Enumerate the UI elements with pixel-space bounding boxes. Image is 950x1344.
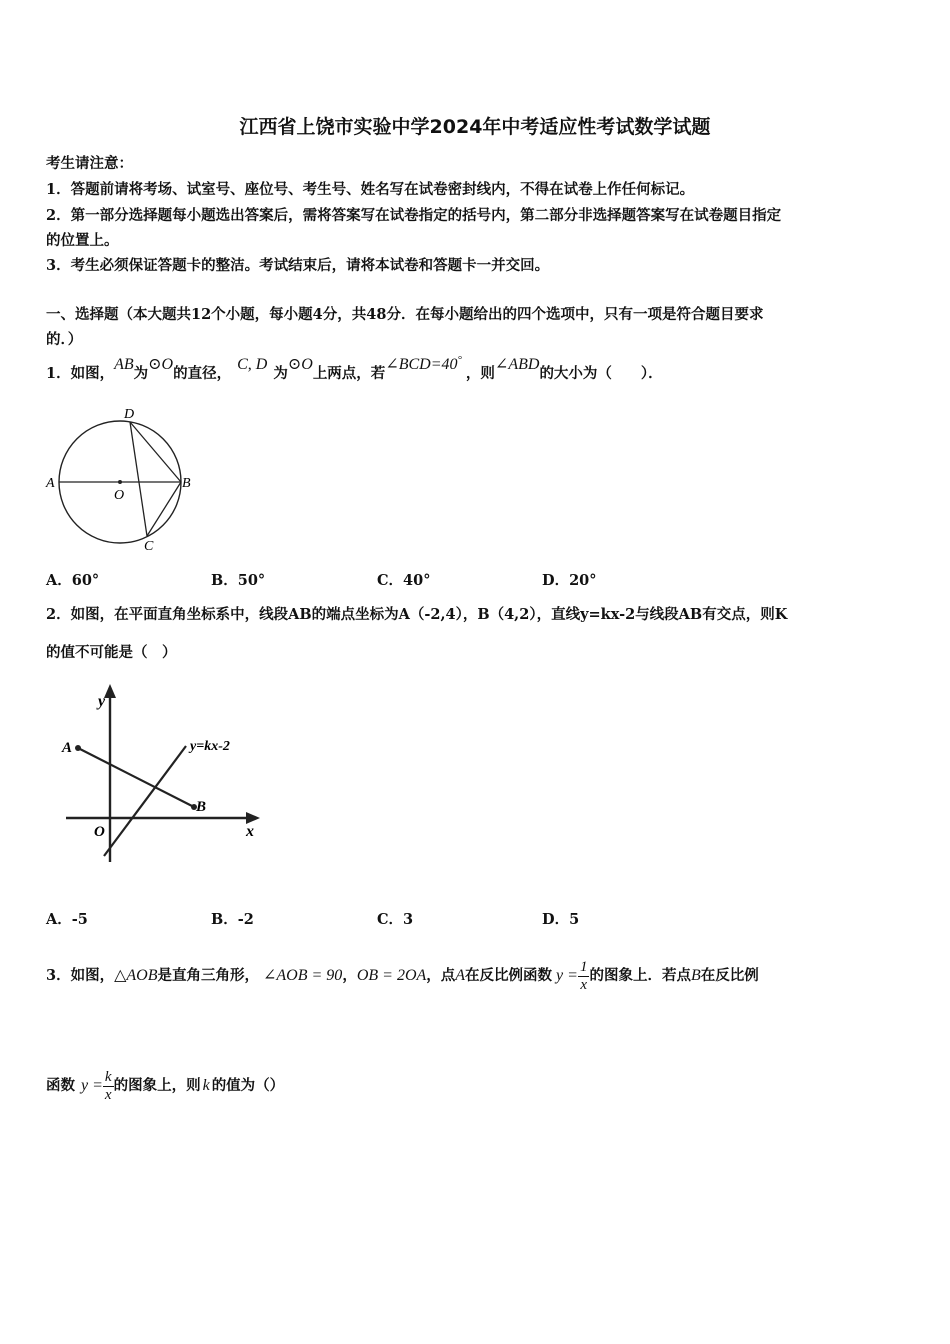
q3-fraction-1 xyxy=(578,959,590,994)
section-heading-line-2: 的．） xyxy=(46,331,83,348)
axis-label-y: y xyxy=(98,693,106,710)
q1-text-wei-2: 为 xyxy=(273,365,288,382)
notice-item-1: 1．答题前请将考场、试室号、座位号、考生号、姓名写在试卷密封线内，不得在试卷上作任何标记。 xyxy=(46,181,695,198)
q3-text-graph-if: 的图象上．若点 xyxy=(589,967,691,984)
q3-math-b: B xyxy=(690,967,701,984)
axis-label-x: x xyxy=(246,823,254,840)
center-point xyxy=(118,480,122,484)
q3-math-y2: y = xyxy=(81,1077,103,1094)
q1-option-a[interactable]: A．60° xyxy=(46,572,100,589)
point-label-d: D xyxy=(124,407,135,422)
q3-fraction-2 xyxy=(103,1069,114,1104)
q3-text-comma: ， xyxy=(342,967,357,984)
q3-fraction-2-denominator: x xyxy=(104,1086,112,1103)
question-3-line-1 xyxy=(46,946,759,1006)
q1-option-d[interactable]: D．20° xyxy=(542,572,597,589)
point-label-a: A xyxy=(62,740,73,756)
point-a xyxy=(75,745,81,751)
q3-math-y1: y = xyxy=(556,967,578,984)
question-2-line-1: 2．如图，在平面直角坐标系中，线段AB的端点坐标为A（-2,4），B（4,2），直线y=kx-2与线段AB有交点，则K xyxy=(46,606,788,623)
question-2-line-2: 的值不可能是（ ） xyxy=(46,644,177,661)
line-kx-minus-2 xyxy=(104,746,186,856)
q3-text-dian: ，点 xyxy=(426,967,456,984)
q3-text-inverse-2: 在反比例 xyxy=(700,967,759,984)
q1-text-ze: ，则 xyxy=(465,365,495,382)
q1-text-two-points: 上两点，若 xyxy=(312,365,386,382)
q3-math-a: A xyxy=(455,967,466,984)
q1-option-c[interactable]: C．40° xyxy=(377,572,431,589)
q3-fraction-1-denominator: x xyxy=(580,976,588,993)
q1-math-ab: AB xyxy=(114,356,134,373)
q3-text-value: 的值为（） xyxy=(211,1077,285,1094)
q1-text-wei-1: 为 xyxy=(133,365,149,382)
q1-option-b[interactable]: B．50° xyxy=(211,572,266,589)
notice-item-2-line-2: 的位置上。 xyxy=(46,232,119,249)
q3-fraction-1-numerator: 1 xyxy=(579,958,588,975)
q3-text-graph-then: 的图象上，则 xyxy=(113,1077,201,1094)
origin-label: O xyxy=(94,824,105,840)
q1-prefix: 1．如图， xyxy=(46,365,115,382)
line-label: y=kx-2 xyxy=(190,739,230,754)
point-label-c: C xyxy=(144,539,154,554)
q1-text-diameter: 的直径， xyxy=(173,365,232,382)
q3-math-ob: OB = 2OA xyxy=(356,967,427,984)
q3-prefix: 3．如图， xyxy=(46,967,115,984)
q1-math-angle-bcd: ∠BCD=40 xyxy=(385,356,458,373)
point-label-b: B xyxy=(182,476,191,491)
q3-text-function: 函数 xyxy=(46,1077,75,1094)
q3-math-k: k xyxy=(202,1077,210,1094)
q1-math-circle-1: ⊙O xyxy=(148,356,174,373)
point-label-o: O xyxy=(114,488,125,503)
chord-cb xyxy=(147,482,181,536)
question-1-stem xyxy=(46,354,663,383)
q1-circle-figure xyxy=(40,402,200,558)
q1-math-degree: ° xyxy=(457,354,462,366)
point-label-a: A xyxy=(46,476,55,491)
q2-option-a[interactable]: A．-5 xyxy=(46,911,88,928)
notice-item-2-line-1: 2．第一部分选择题每小题选出答案后，需将答案写在试卷指定的括号内，第二部分非选择题答案写在试卷题目指定 xyxy=(46,207,782,224)
notice-heading: 考生请注意： xyxy=(46,155,133,172)
q2-option-d[interactable]: D．5 xyxy=(542,911,580,928)
notice-item-3: 3．考生必须保证答题卡的整洁。考试结束后，请将本试卷和答题卡一并交回。 xyxy=(46,257,550,274)
section-heading-line-1: 一、选择题（本大题共12个小题，每小题4分，共48分．在每小题给出的四个选项中，只有一项是符合题目要求 xyxy=(46,306,764,323)
point-label-b: B xyxy=(196,799,207,815)
q3-fraction-2-numerator: k xyxy=(104,1068,112,1085)
page-title: 江西省上饶市实验中学2024年中考适应性考试数学试题 xyxy=(239,116,711,138)
q1-math-circle-2: ⊙O xyxy=(287,356,313,373)
q3-math-triangle: △AOB xyxy=(114,967,158,984)
y-axis-arrow xyxy=(104,684,116,698)
q1-math-angle-abd: ∠ABD xyxy=(494,356,540,373)
q1-text-end: 的大小为（ ）． xyxy=(539,365,663,382)
q2-option-b[interactable]: B．-2 xyxy=(211,911,254,928)
question-3-line-2 xyxy=(46,1056,284,1116)
q2-coordinate-figure xyxy=(58,680,268,870)
q3-text-right-triangle: 是直角三角形， xyxy=(157,967,259,984)
q1-math-cd: C, D xyxy=(237,356,268,373)
q2-option-c[interactable]: C．3 xyxy=(377,911,414,928)
q3-text-inverse: 在反比例函数 xyxy=(465,967,553,984)
q3-math-angle: ∠AOB = 90 xyxy=(263,967,343,984)
